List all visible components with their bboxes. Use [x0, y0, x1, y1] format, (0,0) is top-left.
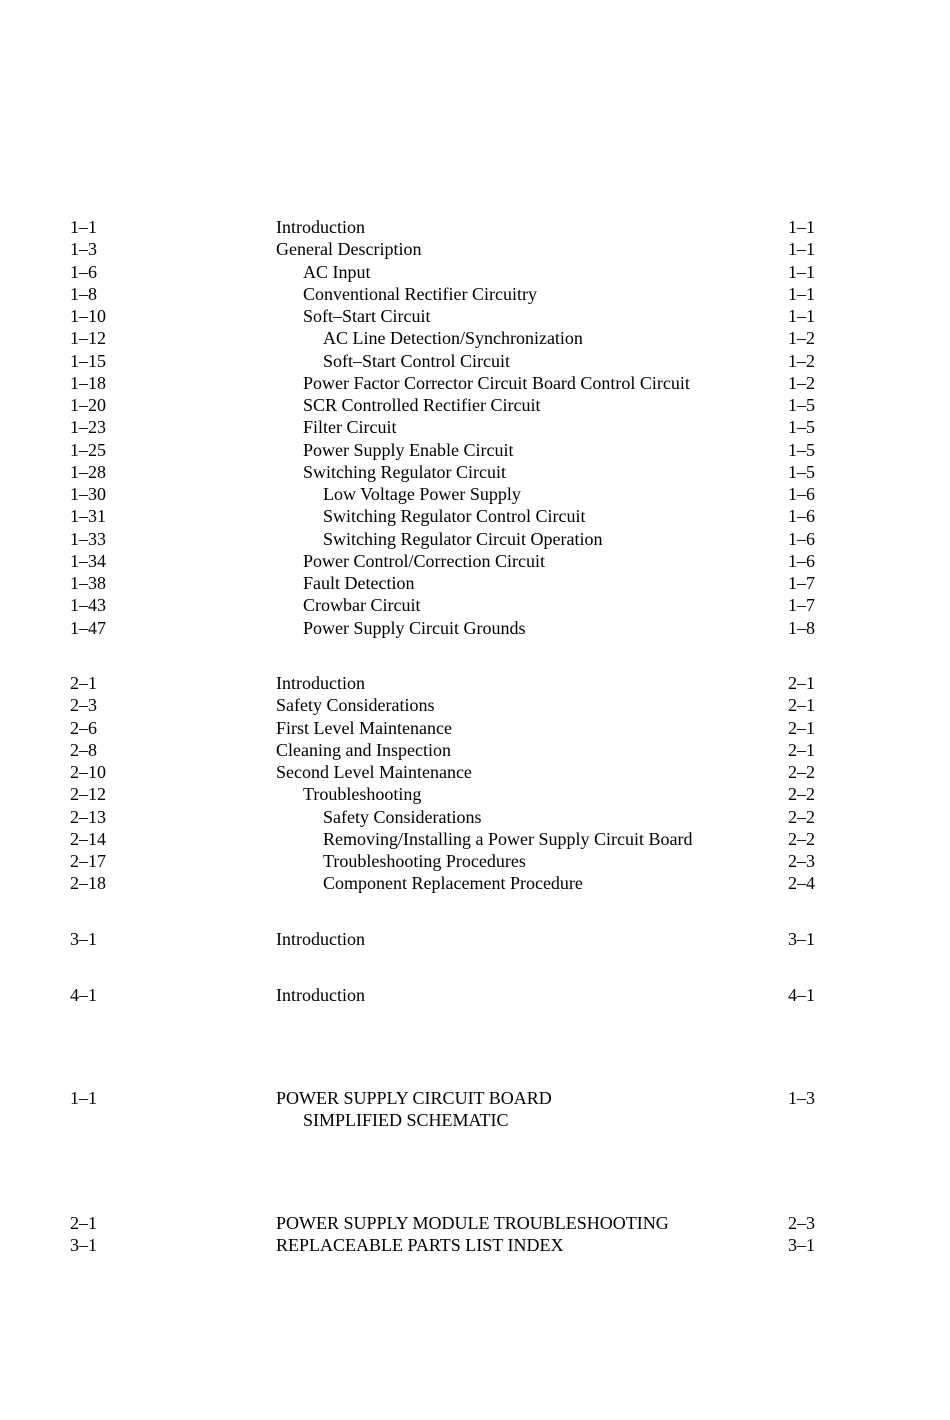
entry-number: 1–10	[70, 306, 106, 326]
entry-page: 1–1	[788, 239, 815, 260]
entry-page: 4–1	[788, 985, 815, 1005]
entry-number: 2–1	[70, 1213, 97, 1233]
entry-number: 2–3	[70, 695, 97, 716]
entry-title-continuation-row	[0, 1109, 950, 1131]
entry-number: 1–43	[70, 595, 106, 616]
toc-entry[interactable]	[0, 594, 950, 616]
entry-page: 1–6	[788, 506, 815, 527]
toc-entry[interactable]	[0, 850, 950, 872]
toc-entry[interactable]	[0, 1212, 950, 1234]
entry-title: Introduction	[276, 673, 365, 693]
toc-entry[interactable]	[0, 828, 950, 850]
toc-section-1	[0, 216, 950, 639]
entry-title: Troubleshooting	[303, 784, 422, 805]
entry-page: 1–5	[788, 439, 815, 460]
entry-number: 2–10	[70, 762, 106, 782]
entry-number: 2–14	[70, 828, 106, 849]
entry-title: Power Control/Correction Circuit	[303, 550, 545, 571]
entry-title: Filter Circuit	[303, 417, 397, 438]
entry-number: 1–47	[70, 617, 106, 638]
entry-number: 1–30	[70, 484, 106, 504]
toc-section-2	[0, 672, 950, 895]
toc-entry[interactable]	[0, 528, 950, 550]
entry-page: 1–1	[788, 283, 815, 304]
toc-entry[interactable]	[0, 261, 950, 283]
entry-number: 1–28	[70, 461, 106, 482]
entry-title: Soft–Start Circuit	[303, 306, 431, 326]
entry-number: 2–6	[70, 717, 97, 738]
toc-entry[interactable]	[0, 416, 950, 438]
entry-title: Component Replacement Procedure	[323, 873, 583, 894]
toc-entry[interactable]	[0, 928, 950, 950]
toc-entry[interactable]	[0, 483, 950, 505]
entry-page: 2–1	[788, 739, 815, 760]
entry-title: POWER SUPPLY MODULE TROUBLESHOOTING	[276, 1213, 669, 1233]
toc-entry[interactable]	[0, 505, 950, 527]
entry-title: Low Voltage Power Supply	[323, 484, 521, 504]
entry-page: 1–5	[788, 417, 815, 438]
entry-page: 1–6	[788, 528, 815, 549]
toc-entry[interactable]	[0, 461, 950, 483]
entry-title: Fault Detection	[303, 573, 415, 593]
entry-title: Second Level Maintenance	[276, 762, 472, 782]
entry-number: 1–34	[70, 550, 106, 571]
entry-number: 4–1	[70, 985, 97, 1005]
entry-number: 1–1	[70, 217, 97, 237]
entry-title: Soft–Start Control Circuit	[323, 350, 510, 371]
toc-entry[interactable]	[0, 761, 950, 783]
entry-title: Introduction	[276, 985, 365, 1005]
entry-number: 2–18	[70, 873, 106, 894]
toc-section-4	[0, 984, 950, 1006]
entry-title: Power Supply Circuit Grounds	[303, 617, 526, 638]
entry-title: Power Supply Enable Circuit	[303, 439, 514, 460]
entry-title: POWER SUPPLY CIRCUIT BOARD	[276, 1088, 552, 1108]
entry-page: 2–1	[788, 717, 815, 738]
entry-page: 1–5	[788, 395, 815, 415]
list-of-tables	[0, 1212, 950, 1257]
toc-entry[interactable]	[0, 394, 950, 416]
entry-title: Cleaning and Inspection	[276, 739, 451, 760]
entry-page: 2–2	[788, 806, 815, 827]
toc-entry[interactable]	[0, 550, 950, 572]
entry-page: 3–1	[788, 1235, 815, 1256]
entry-page: 1–7	[788, 573, 815, 593]
entry-page: 2–2	[788, 762, 815, 782]
entry-title: Crowbar Circuit	[303, 595, 421, 616]
entry-title: Introduction	[276, 929, 365, 949]
entry-number: 1–15	[70, 350, 106, 371]
entry-number: 1–33	[70, 528, 106, 549]
entry-title: AC Input	[303, 261, 371, 282]
toc-entry[interactable]	[0, 717, 950, 739]
entry-number: 1–31	[70, 506, 106, 527]
entry-page: 1–6	[788, 550, 815, 571]
toc-entry[interactable]	[0, 617, 950, 639]
entry-number: 3–1	[70, 1235, 97, 1256]
toc-entry[interactable]	[0, 238, 950, 260]
entry-page: 2–2	[788, 784, 815, 805]
toc-entry[interactable]	[0, 305, 950, 327]
entry-number: 3–1	[70, 929, 97, 949]
entry-page: 2–1	[788, 695, 815, 716]
entry-title: Switching Regulator Circuit Operation	[323, 528, 603, 549]
entry-page: 1–8	[788, 617, 815, 638]
toc-entry[interactable]	[0, 439, 950, 461]
entry-page: 1–7	[788, 595, 815, 616]
entry-number: 2–8	[70, 739, 97, 760]
toc-entry[interactable]	[0, 783, 950, 805]
entry-title: Removing/Installing a Power Supply Circuit Board	[323, 828, 693, 849]
entry-page: 1–3	[788, 1088, 815, 1108]
list-of-figures	[0, 1087, 950, 1132]
entry-page: 1–1	[788, 261, 815, 282]
entry-title: AC Line Detection/Synchronization	[323, 328, 583, 349]
entry-page: 2–2	[788, 828, 815, 849]
entry-title: General Description	[276, 239, 422, 260]
entry-number: 1–1	[70, 1088, 97, 1108]
toc-entry[interactable]	[0, 739, 950, 761]
entry-page: 1–1	[788, 217, 815, 237]
entry-title: First Level Maintenance	[276, 717, 452, 738]
toc-entry[interactable]	[0, 283, 950, 305]
entry-title-continuation: SIMPLIFIED SCHEMATIC	[303, 1110, 509, 1131]
toc-entry[interactable]	[0, 694, 950, 716]
entry-page: 2–4	[788, 873, 815, 894]
entry-title: REPLACEABLE PARTS LIST INDEX	[276, 1235, 564, 1256]
entry-number: 2–12	[70, 784, 106, 805]
entry-title: Introduction	[276, 217, 365, 237]
entry-number: 1–3	[70, 239, 97, 260]
toc-entry[interactable]	[0, 872, 950, 894]
toc-entry[interactable]	[0, 806, 950, 828]
entry-page: 1–1	[788, 306, 815, 326]
entry-number: 1–23	[70, 417, 106, 438]
toc-entry[interactable]	[0, 672, 950, 694]
entry-number: 1–20	[70, 395, 106, 415]
entry-title: Conventional Rectifier Circuitry	[303, 283, 537, 304]
entry-title: Safety Considerations	[276, 695, 435, 716]
entry-page: 1–2	[788, 328, 815, 349]
entry-number: 1–25	[70, 439, 106, 460]
entry-page: 2–3	[788, 851, 815, 871]
entry-number: 1–8	[70, 283, 97, 304]
toc-entry[interactable]	[0, 572, 950, 594]
toc-entry[interactable]	[0, 372, 950, 394]
toc-entry[interactable]	[0, 216, 950, 238]
entry-page: 1–6	[788, 484, 815, 504]
entry-title: Switching Regulator Control Circuit	[323, 506, 586, 527]
entry-page: 3–1	[788, 929, 815, 949]
toc-entry[interactable]	[0, 1234, 950, 1256]
entry-number: 1–18	[70, 372, 106, 393]
entry-title: Safety Considerations	[323, 806, 482, 827]
entry-number: 1–38	[70, 573, 106, 593]
entry-page: 1–2	[788, 372, 815, 393]
toc-section-3	[0, 928, 950, 950]
entry-number: 2–17	[70, 851, 106, 871]
entry-page: 2–1	[788, 673, 815, 693]
entry-title: Switching Regulator Circuit	[303, 461, 506, 482]
entry-number: 2–13	[70, 806, 106, 827]
entry-title: Troubleshooting Procedures	[323, 851, 526, 871]
entry-page: 1–5	[788, 461, 815, 482]
entry-number: 1–6	[70, 261, 97, 282]
entry-title: Power Factor Corrector Circuit Board Control Circuit	[303, 372, 690, 393]
entry-number: 2–1	[70, 673, 97, 693]
toc-entry[interactable]	[0, 984, 950, 1006]
entry-number: 1–12	[70, 328, 106, 349]
toc-entry[interactable]	[0, 1087, 950, 1109]
entry-title: SCR Controlled Rectifier Circuit	[303, 395, 541, 415]
entry-page: 1–2	[788, 350, 815, 371]
toc-entry[interactable]	[0, 327, 950, 349]
entry-page: 2–3	[788, 1213, 815, 1233]
toc-entry[interactable]	[0, 350, 950, 372]
